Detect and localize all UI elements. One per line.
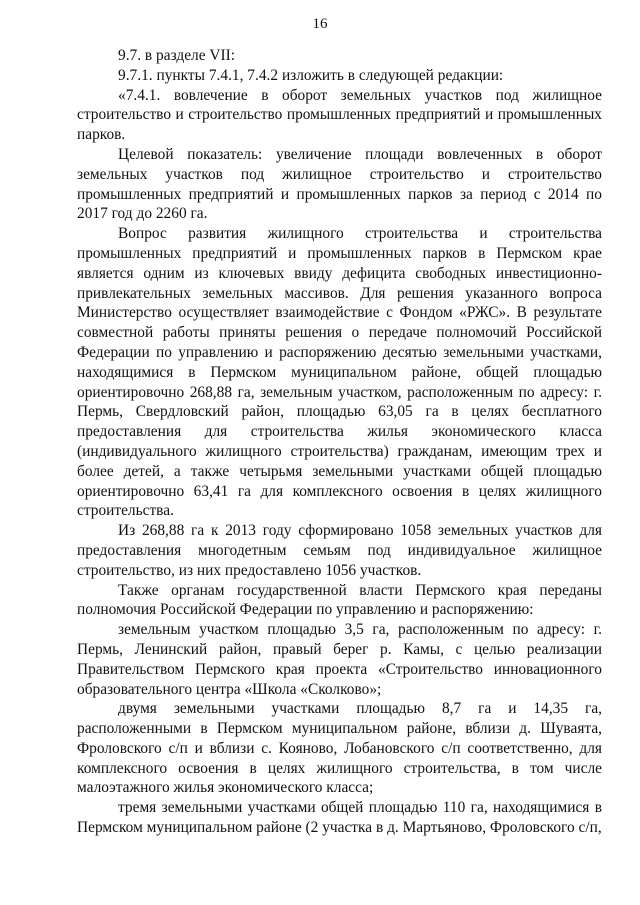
paragraph: 9.7.1. пункты 7.4.1, 7.4.2 изложить в следующей редакции: — [118, 66, 504, 84]
paragraph: земельным участком площадью 3,5 га, расположенным по адресу: г. Пермь, Ленинский район, правый берег р. Камы, с целью реализации Правительством Пермского края проекта «Строительство инновационного образовательного центра «Школа «Сколково»; — [77, 621, 602, 698]
paragraph: Вопрос развития жилищного строительства и строительства промышленных предприятий и промышленных парков в Пермском крае является одним из ключевых ввиду дефицита свободных инвестиционно-привлекательных земельных массивов. Для решения указанного вопроса Министерство осуществляет взаимодействие с Фондом «РЖС». В результате совместной работы приняты решения о передаче полномочий Российской Федерации по управлению и распоряжению десятью земельными участками, находящимися в Пермском муниципальном районе, общей площадью ориентировочно 268,88 га, земельным участком, расположенным по адресу: г. Пермь, Свердловский район, площадью 63,05 га в целях бесплатного предоставления для строительства жилья экономического класса (индивидуального жилищного строительства) гражданам, имеющим трех и более детей, а также четырьмя земельными участками общей площадью ориентировочно 63,41 га для комплексного освоения в целях жилищного строительства. — [77, 225, 602, 520]
page-number: 16 — [312, 16, 328, 32]
paragraph: Целевой показатель: увеличение площади вовлеченных в оборот земельных участков под жилищное строительство и строительство промышленных предприятий и промышленных парков за период с 2014 по 2017 год до 2260 га. — [77, 145, 602, 223]
document-body — [77, 46, 602, 838]
paragraph: Из 268,88 га к 2013 году сформировано 1058 земельных участков для предоставления многодетным семьям под индивидуальное жилищное строительство, из них предоставлено 1056 участков. — [77, 522, 602, 579]
paragraph: «7.4.1. вовлечение в оборот земельных участков под жилищное строительство и строительство промышленных предприятий и промышленных парков. — [77, 86, 602, 144]
paragraph: тремя земельными участками общей площадью 110 га, находящимися в Пермском муниципальном районе (2 участка в д. Мартьяново, Фроловского с/п, — [77, 799, 602, 837]
paragraph: двумя земельными участками площадью 8,7 га и 14,35 га, расположенными в Пермском муниципальном районе, вблизи д. Шуваята, Фроловского с/п и вблизи с. Кояново, Лобановского с/п соответственно, для комплексного освоения в целях жилищного строительства, в том числе малоэтажного жилья экономического класса; — [77, 700, 602, 797]
paragraph: 9.7. в разделе VII: — [118, 47, 236, 64]
paragraph: Также органам государственной власти Пермского края переданы полномочия Российской Федерации по управлению и распоряжению: — [77, 581, 602, 619]
